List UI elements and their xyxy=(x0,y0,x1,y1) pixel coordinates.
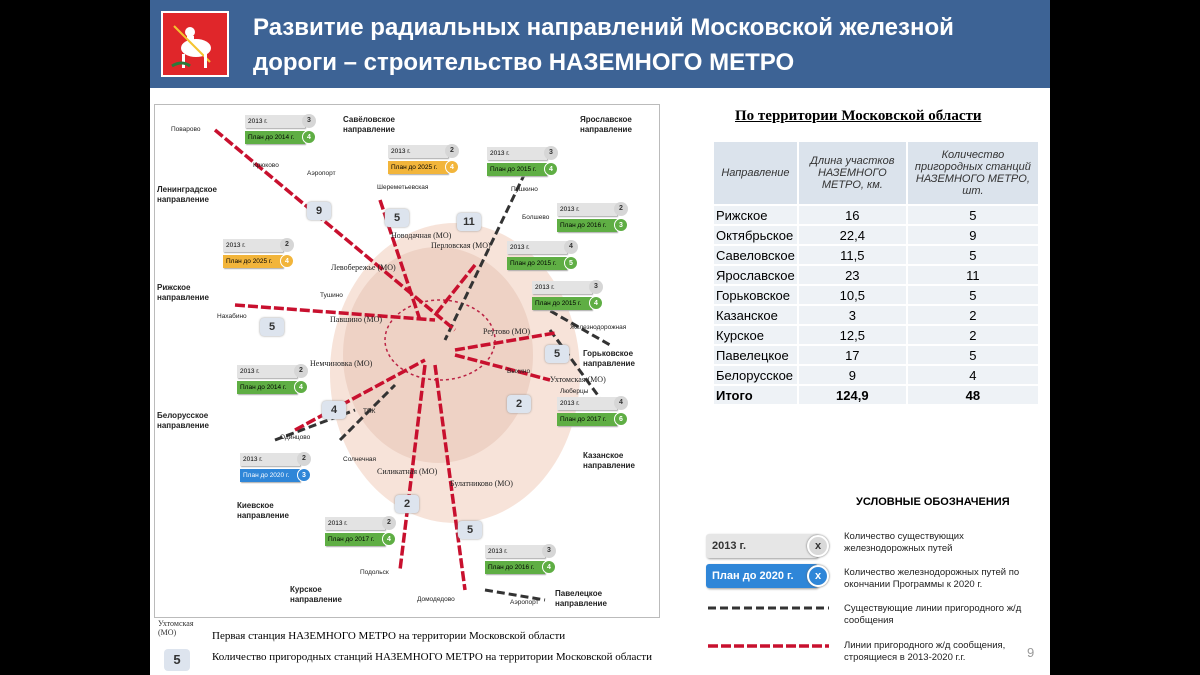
map-place-label: Ухтомская (МО) xyxy=(550,375,606,384)
map-place-label: Аэропорт xyxy=(307,170,336,177)
map-place-label: Немчиновка (МО) xyxy=(310,359,373,368)
station-count-badge: 5 xyxy=(458,521,482,539)
station-count-badge: 9 xyxy=(307,202,331,220)
station-count-badge: 2 xyxy=(507,395,531,413)
header-direction: Направление xyxy=(714,142,797,204)
bottom-count-icon: 5 xyxy=(164,649,190,671)
direction-label: Рижское направление xyxy=(157,283,209,302)
badge-plan: План до 2017 г. xyxy=(557,413,617,426)
page-number: 9 xyxy=(1027,645,1035,660)
badge-year-count: 2 xyxy=(294,364,308,378)
badge-plan: План до 2015 г. xyxy=(532,297,592,310)
legend-existing-x: x xyxy=(807,535,829,557)
badge-plan: План до 2014 г. xyxy=(237,381,297,394)
station-count-badge: 5 xyxy=(385,209,409,227)
badge-plan-count: 3 xyxy=(614,218,628,232)
legend-title: УСЛОВНЫЕ ОБОЗНАЧЕНИЯ xyxy=(856,496,1010,508)
map-place-label: Пушкино xyxy=(511,186,538,193)
map-place-label: Люберцы xyxy=(560,388,589,395)
badge-plan: План до 2017 г. xyxy=(325,533,385,546)
badge-year-count: 4 xyxy=(564,240,578,254)
cell-direction: Октябрьское xyxy=(714,226,797,244)
legend-new-line-desc: Линии пригородного ж/д сообщения, строящиеся в 2013-2020 г.г. xyxy=(844,640,1006,663)
legend-plan-pill: План до 2020 г. xyxy=(706,564,818,588)
badge-year: 2013 г. xyxy=(325,517,385,530)
map-place-label: Булатниково (МО) xyxy=(450,479,513,488)
badge-plan-count: 4 xyxy=(544,162,558,176)
badge-year: 2013 г. xyxy=(485,545,545,558)
badge-plan-count: 4 xyxy=(542,560,556,574)
legend-plan-x: x xyxy=(807,565,829,587)
cell-direction: Казанское xyxy=(714,306,797,324)
badge-plan: План до 2015 г. xyxy=(487,163,547,176)
badge-plan-count: 4 xyxy=(294,380,308,394)
cell-direction: Ярославское xyxy=(714,266,797,284)
legend-existing-pill: 2013 г. xyxy=(706,534,818,558)
cell-length: 9 xyxy=(799,366,906,384)
badge-plan: План до 2025 г. xyxy=(223,255,283,268)
badge-year-count: 3 xyxy=(589,280,603,294)
badge-plan: План до 2015 г. xyxy=(507,257,567,270)
cell-direction: Рижское xyxy=(714,206,797,224)
badge-plan-count: 4 xyxy=(445,160,459,174)
badge-plan-count: 5 xyxy=(564,256,578,270)
cell-stations: 5 xyxy=(908,206,1038,224)
cell-stations: 2 xyxy=(908,306,1038,324)
cell-length: 3 xyxy=(799,306,906,324)
badge-plan: План до 2016 г. xyxy=(557,219,617,232)
cell-direction: Белорусское xyxy=(714,366,797,384)
badge-year: 2013 г. xyxy=(557,397,617,410)
legend-plan-desc: Количество железнодорожных путей по окончании Программы к 2020 г. xyxy=(844,567,1020,590)
badge-plan-count: 4 xyxy=(302,130,316,144)
cell-length: 10,5 xyxy=(799,286,906,304)
badge-plan: План до 2014 г. xyxy=(245,131,305,144)
map-place-label: Тушино xyxy=(320,292,343,299)
table-row xyxy=(714,206,1038,224)
map-place-label: Железнодорожная xyxy=(570,324,627,331)
table-row xyxy=(714,366,1038,384)
legend-existing-desc: Количество существующих железнодорожных путей xyxy=(844,531,964,554)
table-title: По территории Московской области xyxy=(735,108,982,124)
direction-label: Горьковское направление xyxy=(583,349,635,368)
badge-plan-count: 6 xyxy=(614,412,628,426)
cell-stations: 4 xyxy=(908,366,1038,384)
badge-plan-count: 4 xyxy=(589,296,603,310)
badge-year-count: 3 xyxy=(302,114,316,128)
table-row xyxy=(714,266,1038,284)
table-row xyxy=(714,326,1038,344)
map-place-label: Павшино (МО) xyxy=(330,315,383,324)
direction-label: Казанское направление xyxy=(583,451,635,470)
cell-stations: 2 xyxy=(908,326,1038,344)
cell-direction: Горьковское xyxy=(714,286,797,304)
cell-length: 17 xyxy=(799,346,906,364)
direction-label: Ленинградское направление xyxy=(157,185,217,204)
badge-plan: План до 2016 г. xyxy=(485,561,545,574)
badge-plan: План до 2025 г. xyxy=(388,161,448,174)
table-row xyxy=(714,346,1038,364)
map-place-label: Крюково xyxy=(253,162,279,169)
badge-year-count: 2 xyxy=(382,516,396,530)
badge-year: 2013 г. xyxy=(507,241,567,254)
cell-length: 22,4 xyxy=(799,226,906,244)
badge-year-count: 2 xyxy=(445,144,459,158)
map-place-label: Реутово (МО) xyxy=(483,327,531,336)
badge-year: 2013 г. xyxy=(388,145,448,158)
map-place-label: Шереметьевская xyxy=(377,184,429,191)
station-count-badge: 4 xyxy=(322,401,346,419)
badge-year-count: 2 xyxy=(280,238,294,252)
map-place-label: Болшево xyxy=(522,214,550,221)
cell-direction: Павелецкое xyxy=(714,346,797,364)
map-place-label: Перловская (МО) xyxy=(431,241,491,250)
map-place-label: Аэропорт xyxy=(510,599,539,606)
bottom-count-desc: Количество пригородных станций НАЗЕМНОГО МЕТРО на территории Московской области xyxy=(212,651,652,663)
cell-length: 12,5 xyxy=(799,326,906,344)
map-place-label: Одинцово xyxy=(280,434,311,441)
cell-length: 16 xyxy=(799,206,906,224)
cell-length: 23 xyxy=(799,266,906,284)
badge-year-count: 2 xyxy=(297,452,311,466)
moscow-oblast-crest-icon xyxy=(160,10,230,78)
map-place-label: Левобережье (МО) xyxy=(331,263,396,272)
table-row xyxy=(714,246,1038,264)
legend-existing-line-icon xyxy=(706,603,831,613)
cell-length: 11,5 xyxy=(799,246,906,264)
badge-year: 2013 г. xyxy=(240,453,300,466)
badge-plan-count: 4 xyxy=(280,254,294,268)
direction-label: Павелецкое направление xyxy=(555,589,607,608)
map-place-label: Домодедово xyxy=(417,596,455,603)
map-place-label: Новодачная (МО) xyxy=(391,231,452,240)
legend-new-line-icon xyxy=(706,641,831,651)
slide xyxy=(150,0,1050,675)
badge-year: 2013 г. xyxy=(245,115,305,128)
badge-plan: План до 2020 г. xyxy=(240,469,300,482)
cell-stations: 5 xyxy=(908,286,1038,304)
badge-year: 2013 г. xyxy=(557,203,617,216)
badge-year-count: 3 xyxy=(544,146,558,160)
map-place-label: Силикатная (МО) xyxy=(377,467,438,476)
map-place-label: Выхино xyxy=(507,368,531,375)
bottom-station-icon-label: Ухтомская (МО) xyxy=(158,619,194,637)
badge-year: 2013 г. xyxy=(532,281,592,294)
bottom-station-desc: Первая станция НАЗЕМНОГО МЕТРО на территории Московской области xyxy=(212,630,566,642)
cell-direction: Курское xyxy=(714,326,797,344)
cell-stations: 5 xyxy=(908,246,1038,264)
direction-label: Белорусское направление xyxy=(157,411,209,430)
map-place-label: Солнечная xyxy=(343,456,377,463)
cell-stations: 11 xyxy=(908,266,1038,284)
badge-year-count: 3 xyxy=(542,544,556,558)
cell-total-stations: 48 xyxy=(908,386,1038,404)
badge-plan-count: 4 xyxy=(382,532,396,546)
cell-total-length: 124,9 xyxy=(799,386,906,404)
badge-year-count: 4 xyxy=(614,396,628,410)
table-header-row xyxy=(714,142,1038,204)
direction-label: Савёловское направление xyxy=(343,115,395,134)
table-row xyxy=(714,306,1038,324)
slide-title: Развитие радиальных направлений Московской железной дороги – строительство НАЗЕМНОГО МЕТРО xyxy=(253,14,954,76)
badge-year: 2013 г. xyxy=(223,239,283,252)
badge-plan-count: 3 xyxy=(297,468,311,482)
map-place-label: Подольск xyxy=(360,569,389,576)
header-bar xyxy=(150,0,1050,88)
table-row xyxy=(714,226,1038,244)
cell-total-label: Итого xyxy=(714,386,797,404)
badge-year: 2013 г. xyxy=(237,365,297,378)
direction-label: Курское направление xyxy=(290,585,342,604)
map-place-label: Нахабино xyxy=(217,313,247,320)
cell-stations: 5 xyxy=(908,346,1038,364)
station-count-badge: 5 xyxy=(260,318,284,336)
legend-existing-line-desc: Существующие линии пригородного ж/д сообщения xyxy=(844,603,1022,626)
cell-direction: Савеловское xyxy=(716,247,795,263)
badge-year: 2013 г. xyxy=(487,147,547,160)
table-row xyxy=(714,286,1038,304)
station-count-badge: 11 xyxy=(457,213,481,231)
direction-label: Киевское направление xyxy=(237,501,289,520)
map-place-label: Поварово xyxy=(171,126,201,133)
stations-table xyxy=(712,140,1040,406)
header-stations: Количество пригородных станций НАЗЕМНОГО МЕТРО, шт. xyxy=(908,142,1038,204)
station-count-badge: 2 xyxy=(395,495,419,513)
cell-stations: 9 xyxy=(908,226,1038,244)
badge-year-count: 2 xyxy=(614,202,628,216)
direction-label: Ярославское направление xyxy=(580,115,632,134)
table-total-row xyxy=(714,386,1038,404)
station-count-badge: 5 xyxy=(545,345,569,363)
railway-map xyxy=(154,104,660,618)
map-place-label: ТПК xyxy=(363,408,376,415)
header-length: Длина участков НАЗЕМНОГО МЕТРО, км. xyxy=(799,142,906,204)
